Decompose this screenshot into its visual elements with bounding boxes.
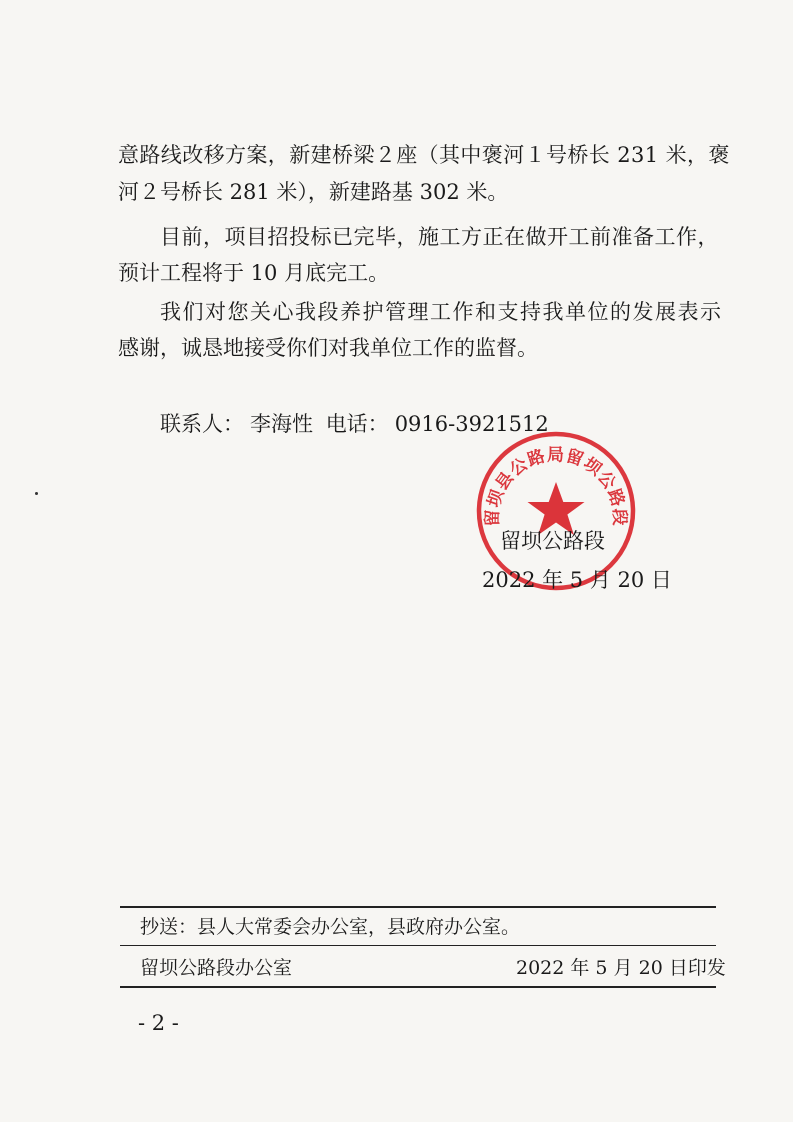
body-line-1: 意路线改移方案，新建桥梁２座（其中褒河１号桥长 231 米，褒: [118, 143, 730, 167]
footer-rule-middle: [120, 945, 716, 946]
scan-speck: [35, 492, 38, 495]
contact-person-label: 联系人：: [160, 412, 244, 436]
page-number: - 2 -: [138, 1011, 179, 1035]
cc-list: 抄送：县人大常委会办公室，县政府办公室。: [140, 916, 521, 938]
body-line-3: 目前，项目招投标已完毕，施工方正在做开工前准备工作，: [160, 225, 719, 249]
signature-date: 2022 年 5 月 20 日: [482, 568, 672, 592]
body-line-6: 感谢，诚恳地接受你们对我单位工作的监督。: [118, 336, 538, 360]
body-line-2: 河２号桥长 281 米），新建路基 302 米。: [118, 180, 509, 204]
issue-date: 2022 年 5 月 20 日印发: [516, 957, 726, 979]
contact-person: 李海性: [250, 412, 313, 436]
footer-rule-bottom: [120, 986, 716, 988]
seal-text: 留坝县公路局留坝公路段: [482, 445, 630, 527]
contact-phone-label: 电话：: [325, 412, 389, 436]
body-line-5: 我们对您关心我段养护管理工作和支持我单位的发展表示: [160, 300, 723, 324]
body-line-4: 预计工程将于 10 月底完工。: [118, 261, 390, 285]
issuer-office: 留坝公路段办公室: [140, 957, 293, 979]
signature-org: 留坝公路段: [500, 529, 605, 553]
footer-rule-top: [120, 906, 716, 908]
contact-phone: 0916-3921512: [394, 412, 549, 436]
